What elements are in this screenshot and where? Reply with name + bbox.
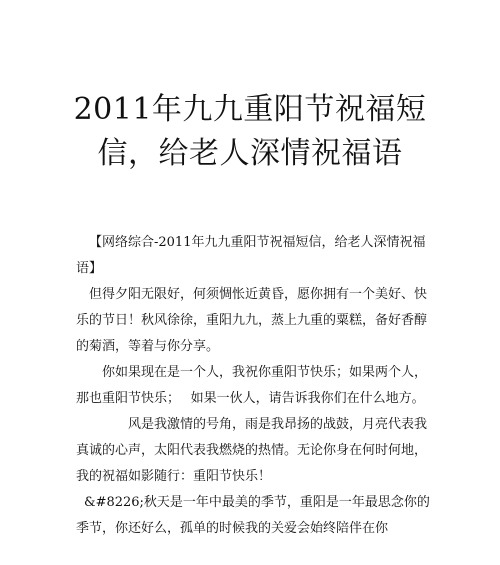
paragraph: &#8226;秋天是一年中最美的季节，重阳是一年最思念你的季节，你还好么，孤单的时候我的关爱会始终陪伴在你 xyxy=(76,495,430,536)
paragraph: 你如果现在是一个人，我祝你重阳节快乐；如果两个人，那也重阳节快乐； 如果一伙人，请告诉我你们在什么地方。 xyxy=(76,365,428,406)
paragraph: 但得夕阳无限好，何须惆怅近黄昏，愿你拥有一个美好、快乐的节日！秋风徐徐，重阳九九，蒸上九重的粟糕，备好香醇的菊酒，等着与你分享。 xyxy=(76,287,428,354)
paragraph: 风是我激情的号角，雨是我昂扬的战鼓，月亮代表我真诚的心声，太阳代表我燃烧的热情。无论你身在何时何地，我的祝福如影随行：重阳节快乐！ xyxy=(76,417,428,484)
paragraph-source: 【网络综合-2011年九九重阳节祝福短信，给老人深情祝福语】 xyxy=(76,235,426,276)
title-line-2: 信，给老人深情祝福语 xyxy=(97,136,403,171)
title-line-1: 2011年九九重阳节祝福短 xyxy=(73,92,427,127)
document-body xyxy=(76,230,432,542)
document-title xyxy=(60,88,440,176)
